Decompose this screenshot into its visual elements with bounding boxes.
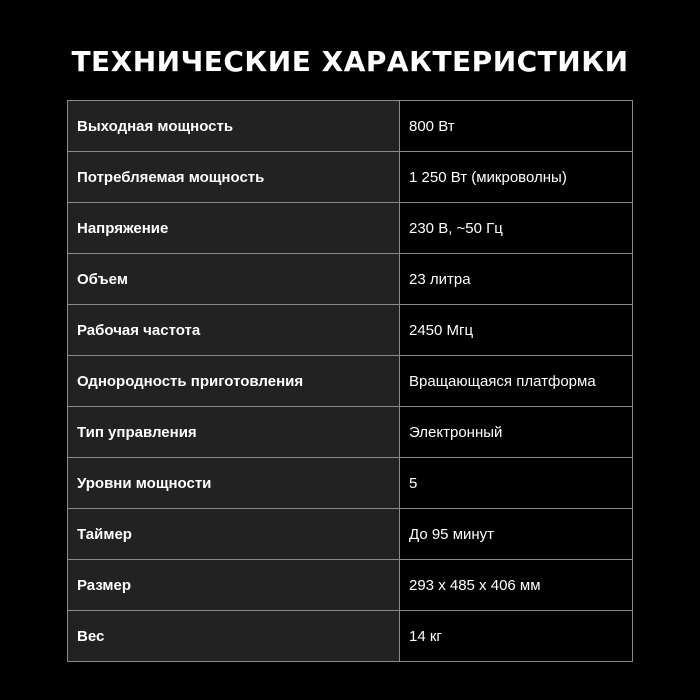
spec-label: Тип управления: [68, 407, 400, 458]
spec-value: 1 250 Вт (микроволны): [400, 152, 633, 203]
spec-label: Уровни мощности: [68, 458, 400, 509]
spec-value: 5: [400, 458, 633, 509]
table-row: [68, 101, 633, 152]
spec-label: Вес: [68, 611, 400, 662]
spec-label: Объем: [68, 254, 400, 305]
spec-value: Вращающаяся платформа: [400, 356, 633, 407]
table-row: [68, 407, 633, 458]
table-row: [68, 305, 633, 356]
table-row: [68, 356, 633, 407]
spec-label: Однородность приготовления: [68, 356, 400, 407]
spec-table: [67, 100, 633, 662]
table-row: [68, 560, 633, 611]
spec-label: Размер: [68, 560, 400, 611]
table-row: [68, 611, 633, 662]
spec-value: Электронный: [400, 407, 633, 458]
table-row: [68, 509, 633, 560]
spec-value: 14 кг: [400, 611, 633, 662]
spec-value: До 95 минут: [400, 509, 633, 560]
spec-value: 2450 Мгц: [400, 305, 633, 356]
spec-label: Выходная мощность: [68, 101, 400, 152]
spec-label: Потребляемая мощность: [68, 152, 400, 203]
spec-label: Таймер: [68, 509, 400, 560]
spec-label: Напряжение: [68, 203, 400, 254]
page-title: ТЕХНИЧЕСКИЕ ХАРАКТЕРИСТИКИ: [71, 45, 629, 78]
spec-value: 23 литра: [400, 254, 633, 305]
spec-label: Рабочая частота: [68, 305, 400, 356]
spec-value: 800 Вт: [400, 101, 633, 152]
table-row: [68, 152, 633, 203]
table-row: [68, 203, 633, 254]
table-row: [68, 458, 633, 509]
spec-value: 230 В, ~50 Гц: [400, 203, 633, 254]
spec-value: 293 x 485 x 406 мм: [400, 560, 633, 611]
table-row: [68, 254, 633, 305]
